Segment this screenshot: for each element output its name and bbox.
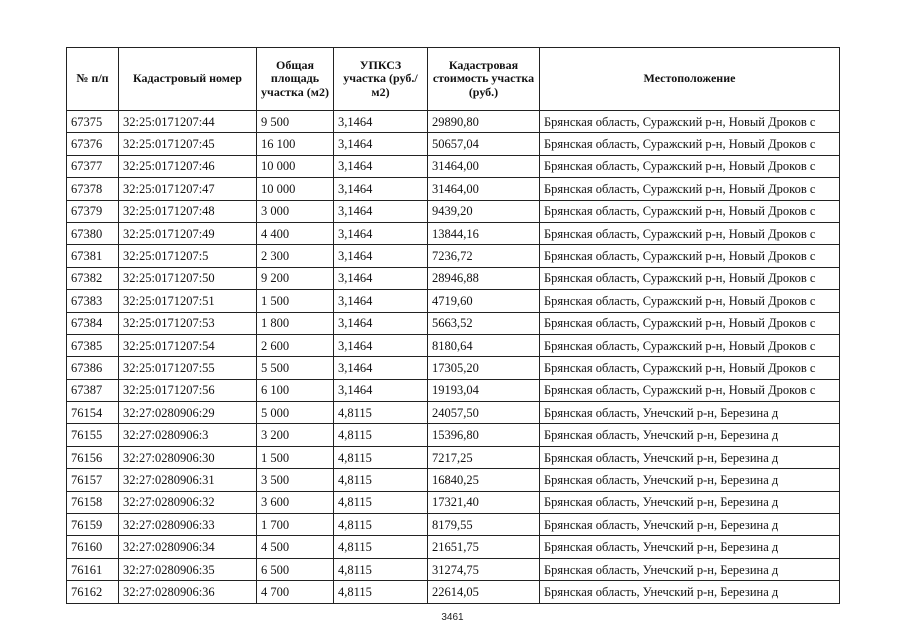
cell-row-number: 67379: [67, 200, 119, 222]
cell-area: 6 500: [257, 558, 334, 580]
table-row: [67, 178, 840, 200]
cell-location: Брянская область, Суражский р-н, Новый Дроков с: [540, 290, 840, 312]
table-row: [67, 469, 840, 491]
cell-location: Брянская область, Унечский р-н, Березина д: [540, 491, 840, 513]
cell-row-number: 76158: [67, 491, 119, 513]
cell-area: 1 800: [257, 312, 334, 334]
table-row: [67, 357, 840, 379]
cell-upksz: 4,8115: [334, 424, 428, 446]
header-location: Местоположение: [540, 48, 840, 111]
cell-cadastral-number: 32:25:0171207:56: [119, 379, 257, 401]
cell-value: 16840,25: [428, 469, 540, 491]
cell-location: Брянская область, Унечский р-н, Березина д: [540, 424, 840, 446]
cell-upksz: 3,1464: [334, 267, 428, 289]
cell-location: Брянская область, Унечский р-н, Березина д: [540, 558, 840, 580]
cell-row-number: 76159: [67, 514, 119, 536]
cell-area: 4 700: [257, 581, 334, 603]
cell-upksz: 4,8115: [334, 491, 428, 513]
cell-area: 1 500: [257, 290, 334, 312]
header-cadastral-number: Кадастровый номер: [119, 48, 257, 111]
cell-row-number: 67384: [67, 312, 119, 334]
cell-value: 31274,75: [428, 558, 540, 580]
cell-upksz: 3,1464: [334, 222, 428, 244]
cell-cadastral-number: 32:27:0280906:31: [119, 469, 257, 491]
cell-area: 16 100: [257, 133, 334, 155]
cell-row-number: 76157: [67, 469, 119, 491]
cell-cadastral-number: 32:25:0171207:47: [119, 178, 257, 200]
cell-cadastral-number: 32:25:0171207:50: [119, 267, 257, 289]
cell-cadastral-number: 32:27:0280906:30: [119, 446, 257, 468]
cell-upksz: 4,8115: [334, 558, 428, 580]
cell-cadastral-number: 32:25:0171207:45: [119, 133, 257, 155]
cell-cadastral-number: 32:25:0171207:44: [119, 111, 257, 133]
header-row-number: № п/п: [67, 48, 119, 111]
table-row: [67, 536, 840, 558]
cell-cadastral-number: 32:25:0171207:54: [119, 334, 257, 356]
cell-location: Брянская область, Суражский р-н, Новый Дроков с: [540, 200, 840, 222]
cell-location: Брянская область, Суражский р-н, Новый Дроков с: [540, 133, 840, 155]
cell-value: 4719,60: [428, 290, 540, 312]
cell-area: 4 400: [257, 222, 334, 244]
cell-cadastral-number: 32:25:0171207:48: [119, 200, 257, 222]
cell-upksz: 3,1464: [334, 245, 428, 267]
cell-row-number: 67381: [67, 245, 119, 267]
cell-value: 29890,80: [428, 111, 540, 133]
cell-location: Брянская область, Суражский р-н, Новый Дроков с: [540, 111, 840, 133]
table-row: [67, 312, 840, 334]
table-row: [67, 491, 840, 513]
table-row: [67, 558, 840, 580]
table-row: [67, 290, 840, 312]
cell-location: Брянская область, Унечский р-н, Березина д: [540, 446, 840, 468]
cell-area: 10 000: [257, 155, 334, 177]
cell-row-number: 67385: [67, 334, 119, 356]
cell-location: Брянская область, Суражский р-н, Новый Дроков с: [540, 357, 840, 379]
cell-area: 3 600: [257, 491, 334, 513]
cell-cadastral-number: 32:27:0280906:32: [119, 491, 257, 513]
table-row: [67, 133, 840, 155]
cell-upksz: 3,1464: [334, 133, 428, 155]
cell-area: 3 000: [257, 200, 334, 222]
table-row: [67, 245, 840, 267]
cell-upksz: 4,8115: [334, 469, 428, 491]
cell-cadastral-number: 32:27:0280906:29: [119, 402, 257, 424]
cell-value: 15396,80: [428, 424, 540, 446]
table-row: [67, 446, 840, 468]
table-row: [67, 334, 840, 356]
table-row: [67, 222, 840, 244]
cell-upksz: 3,1464: [334, 178, 428, 200]
cell-upksz: 3,1464: [334, 334, 428, 356]
cell-row-number: 67380: [67, 222, 119, 244]
cell-cadastral-number: 32:25:0171207:53: [119, 312, 257, 334]
cell-cadastral-number: 32:27:0280906:36: [119, 581, 257, 603]
cell-area: 2 300: [257, 245, 334, 267]
cell-location: Брянская область, Суражский р-н, Новый Дроков с: [540, 222, 840, 244]
cell-cadastral-number: 32:25:0171207:51: [119, 290, 257, 312]
table-row: [67, 514, 840, 536]
cell-cadastral-number: 32:25:0171207:5: [119, 245, 257, 267]
cell-row-number: 67386: [67, 357, 119, 379]
cell-value: 13844,16: [428, 222, 540, 244]
cell-cadastral-number: 32:27:0280906:3: [119, 424, 257, 446]
table-row: [67, 402, 840, 424]
cell-upksz: 3,1464: [334, 379, 428, 401]
cell-upksz: 3,1464: [334, 290, 428, 312]
cell-value: 22614,05: [428, 581, 540, 603]
cell-upksz: 3,1464: [334, 312, 428, 334]
cell-row-number: 67387: [67, 379, 119, 401]
cell-upksz: 3,1464: [334, 111, 428, 133]
cell-location: Брянская область, Суражский р-н, Новый Дроков с: [540, 312, 840, 334]
page-number: 3461: [441, 612, 464, 623]
table-row: [67, 379, 840, 401]
cell-row-number: 67377: [67, 155, 119, 177]
cell-value: 28946,88: [428, 267, 540, 289]
cell-row-number: 76155: [67, 424, 119, 446]
cell-area: 10 000: [257, 178, 334, 200]
cell-location: Брянская область, Суражский р-н, Новый Дроков с: [540, 267, 840, 289]
table-row: [67, 267, 840, 289]
cell-location: Брянская область, Суражский р-н, Новый Дроков с: [540, 178, 840, 200]
cell-value: 21651,75: [428, 536, 540, 558]
cell-row-number: 67378: [67, 178, 119, 200]
cell-area: 9 200: [257, 267, 334, 289]
cell-value: 17305,20: [428, 357, 540, 379]
cell-value: 50657,04: [428, 133, 540, 155]
cell-value: 31464,00: [428, 178, 540, 200]
cell-cadastral-number: 32:27:0280906:33: [119, 514, 257, 536]
cell-value: 8179,55: [428, 514, 540, 536]
cell-location: Брянская область, Суражский р-н, Новый Дроков с: [540, 334, 840, 356]
cell-value: 9439,20: [428, 200, 540, 222]
cell-area: 5 000: [257, 402, 334, 424]
cadastral-table: [66, 47, 840, 604]
cell-cadastral-number: 32:25:0171207:46: [119, 155, 257, 177]
cell-value: 8180,64: [428, 334, 540, 356]
cell-location: Брянская область, Унечский р-н, Березина д: [540, 402, 840, 424]
cell-area: 3 500: [257, 469, 334, 491]
cell-row-number: 76162: [67, 581, 119, 603]
header-total-area: Общая площадь участка (м2): [257, 48, 334, 111]
cell-value: 24057,50: [428, 402, 540, 424]
cell-location: Брянская область, Унечский р-н, Березина д: [540, 469, 840, 491]
table-row: [67, 111, 840, 133]
cell-value: 19193,04: [428, 379, 540, 401]
cell-row-number: 67382: [67, 267, 119, 289]
cell-value: 31464,00: [428, 155, 540, 177]
cell-upksz: 3,1464: [334, 357, 428, 379]
cell-area: 9 500: [257, 111, 334, 133]
cell-area: 4 500: [257, 536, 334, 558]
cell-location: Брянская область, Унечский р-н, Березина д: [540, 514, 840, 536]
cell-row-number: 76161: [67, 558, 119, 580]
cell-row-number: 67383: [67, 290, 119, 312]
cell-value: 5663,52: [428, 312, 540, 334]
cell-row-number: 67376: [67, 133, 119, 155]
cell-upksz: 4,8115: [334, 402, 428, 424]
cell-upksz: 4,8115: [334, 581, 428, 603]
cell-upksz: 4,8115: [334, 446, 428, 468]
cell-location: Брянская область, Унечский р-н, Березина д: [540, 581, 840, 603]
table-row: [67, 424, 840, 446]
cell-area: 1 500: [257, 446, 334, 468]
cell-cadastral-number: 32:27:0280906:34: [119, 536, 257, 558]
cell-cadastral-number: 32:25:0171207:55: [119, 357, 257, 379]
cell-row-number: 76160: [67, 536, 119, 558]
cell-area: 1 700: [257, 514, 334, 536]
cell-value: 7217,25: [428, 446, 540, 468]
table-body: [67, 111, 840, 604]
cell-row-number: 67375: [67, 111, 119, 133]
cell-value: 7236,72: [428, 245, 540, 267]
cell-area: 5 500: [257, 357, 334, 379]
header-cadastral-value: Кадастровая стоимость участка (руб.): [428, 48, 540, 111]
table-row: [67, 581, 840, 603]
cell-value: 17321,40: [428, 491, 540, 513]
table-row: [67, 200, 840, 222]
cell-upksz: 3,1464: [334, 155, 428, 177]
header-upksz: УПКСЗ участка (руб./м2): [334, 48, 428, 111]
cell-upksz: 4,8115: [334, 536, 428, 558]
cell-upksz: 4,8115: [334, 514, 428, 536]
cell-row-number: 76154: [67, 402, 119, 424]
cell-cadastral-number: 32:25:0171207:49: [119, 222, 257, 244]
cell-area: 3 200: [257, 424, 334, 446]
cell-area: 6 100: [257, 379, 334, 401]
cell-upksz: 3,1464: [334, 200, 428, 222]
cell-location: Брянская область, Суражский р-н, Новый Дроков с: [540, 155, 840, 177]
cell-location: Брянская область, Суражский р-н, Новый Дроков с: [540, 379, 840, 401]
cell-row-number: 76156: [67, 446, 119, 468]
cell-location: Брянская область, Суражский р-н, Новый Дроков с: [540, 245, 840, 267]
table-row: [67, 155, 840, 177]
cell-cadastral-number: 32:27:0280906:35: [119, 558, 257, 580]
cell-location: Брянская область, Унечский р-н, Березина д: [540, 536, 840, 558]
cell-area: 2 600: [257, 334, 334, 356]
table-header-row: [67, 48, 840, 111]
